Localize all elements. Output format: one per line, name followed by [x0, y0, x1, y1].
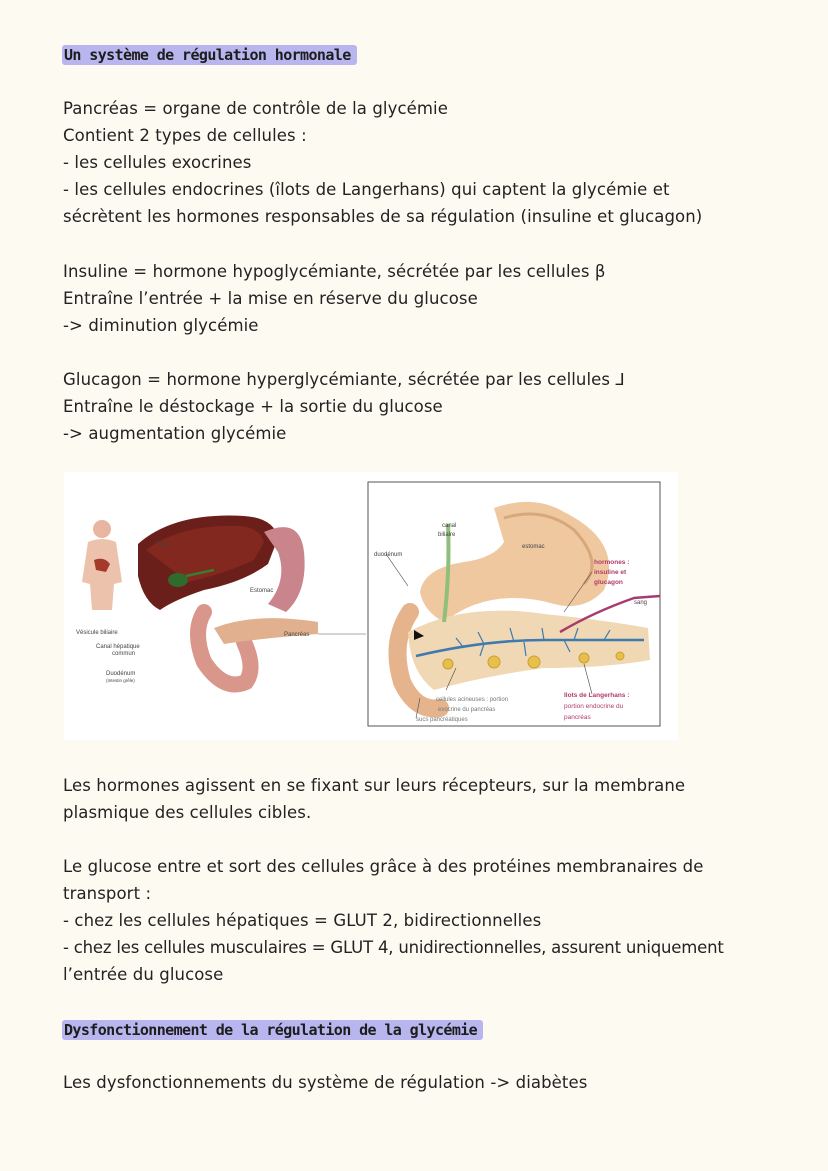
- text-line: Glucagon = hormone hyperglycémiante, sécrétée par les cellules ⅃: [63, 370, 625, 389]
- label-biliaire: biliaire: [438, 532, 456, 538]
- label-duodenum-left: Duodénum: [106, 671, 136, 677]
- label-canal: canal: [442, 523, 457, 529]
- label-acineuses-2: exocrine du pancréas: [438, 707, 496, 713]
- text-line: Pancréas = organe de contrôle de la glycémie: [63, 99, 448, 118]
- label-estomac-right: estomac: [522, 544, 545, 550]
- text-line: plasmique des cellules cibles.: [63, 803, 312, 822]
- text-line: Le glucose entre et sort des cellules grâce à des protéines membranaires de: [63, 857, 704, 876]
- paragraph-diabetes: [63, 1069, 783, 1096]
- text-line: - chez les cellules musculaires = GLUT 4, unidirectionnelles, assurent uniquement: [63, 938, 724, 957]
- text-line: Insuline = hormone hypoglycémiante, sécrétée par les cellules β: [63, 262, 606, 281]
- text-line: transport :: [63, 884, 152, 903]
- pancreas-illustration: [64, 472, 678, 740]
- text-line: l’entrée du glucose: [63, 965, 224, 984]
- text-line: - les cellules exocrines: [63, 153, 252, 172]
- paragraph-insuline: [63, 258, 783, 339]
- section-title-regulation: Un système de régulation hormonale: [62, 45, 357, 65]
- text-line: - les cellules endocrines (îlots de Langerhans) qui captent la glycémie et: [63, 180, 670, 199]
- text-line: Entraîne l’entrée + la mise en réserve du glucose: [63, 289, 478, 308]
- liver-diagram: [138, 516, 366, 685]
- paragraph-recepteurs: [63, 772, 783, 826]
- label-ilots-portion: portion endocrine du: [564, 703, 624, 710]
- text-line: Contient 2 types de cellules :: [63, 126, 307, 145]
- text-line: Les dysfonctionnements du système de régulation -> diabètes: [63, 1073, 588, 1092]
- label-duodenum-right: duodénum: [374, 552, 403, 558]
- pancreas-anatomy-figure: [64, 472, 678, 740]
- label-ilots: Ilots de Langerhans :: [564, 692, 630, 699]
- label-intestin: (Intestin grêle): [106, 678, 135, 683]
- label-estomac-left: Estomac: [250, 588, 274, 594]
- label-pancreas-left: Pancréas: [284, 632, 310, 638]
- label-vesicule: Vésicule biliaire: [76, 630, 118, 636]
- text-line: Les hormones agissent en se fixant sur leurs récepteurs, sur la membrane: [63, 776, 686, 795]
- text-line: Entraîne le déstockage + la sortie du glucose: [63, 397, 443, 416]
- body-silhouette: [82, 520, 122, 610]
- text-line: -> augmentation glycémie: [63, 424, 287, 443]
- paragraph-glucagon: [63, 366, 783, 447]
- label-sang: sang: [634, 600, 648, 606]
- text-line: -> diminution glycémie: [63, 316, 259, 335]
- label-acineuses-1: cellules acineuses : portion: [436, 697, 509, 703]
- label-ilots-pancreas: pancréas: [564, 714, 591, 721]
- label-insuline-et: insuline et: [594, 569, 627, 576]
- label-foie: Foie: [156, 542, 168, 548]
- label-hormones: hormones :: [594, 559, 630, 566]
- label-sucs: sucs pancréatiques: [416, 717, 468, 723]
- label-glucagon: glucagon: [594, 579, 623, 586]
- label-canal-commun: commun: [112, 651, 136, 657]
- section-title-dysfonctionnement: Dysfonctionnement de la régulation de la glycémie: [62, 1020, 483, 1040]
- paragraph-pancreas: [63, 95, 783, 230]
- text-line: - chez les cellules hépatiques = GLUT 2, bidirectionnelles: [63, 911, 542, 930]
- text-line: sécrètent les hormones responsables de sa régulation (insuline et glucagon): [63, 207, 703, 226]
- paragraph-glut: [63, 853, 783, 988]
- label-canal-hepatique: Canal hépatique: [96, 644, 140, 650]
